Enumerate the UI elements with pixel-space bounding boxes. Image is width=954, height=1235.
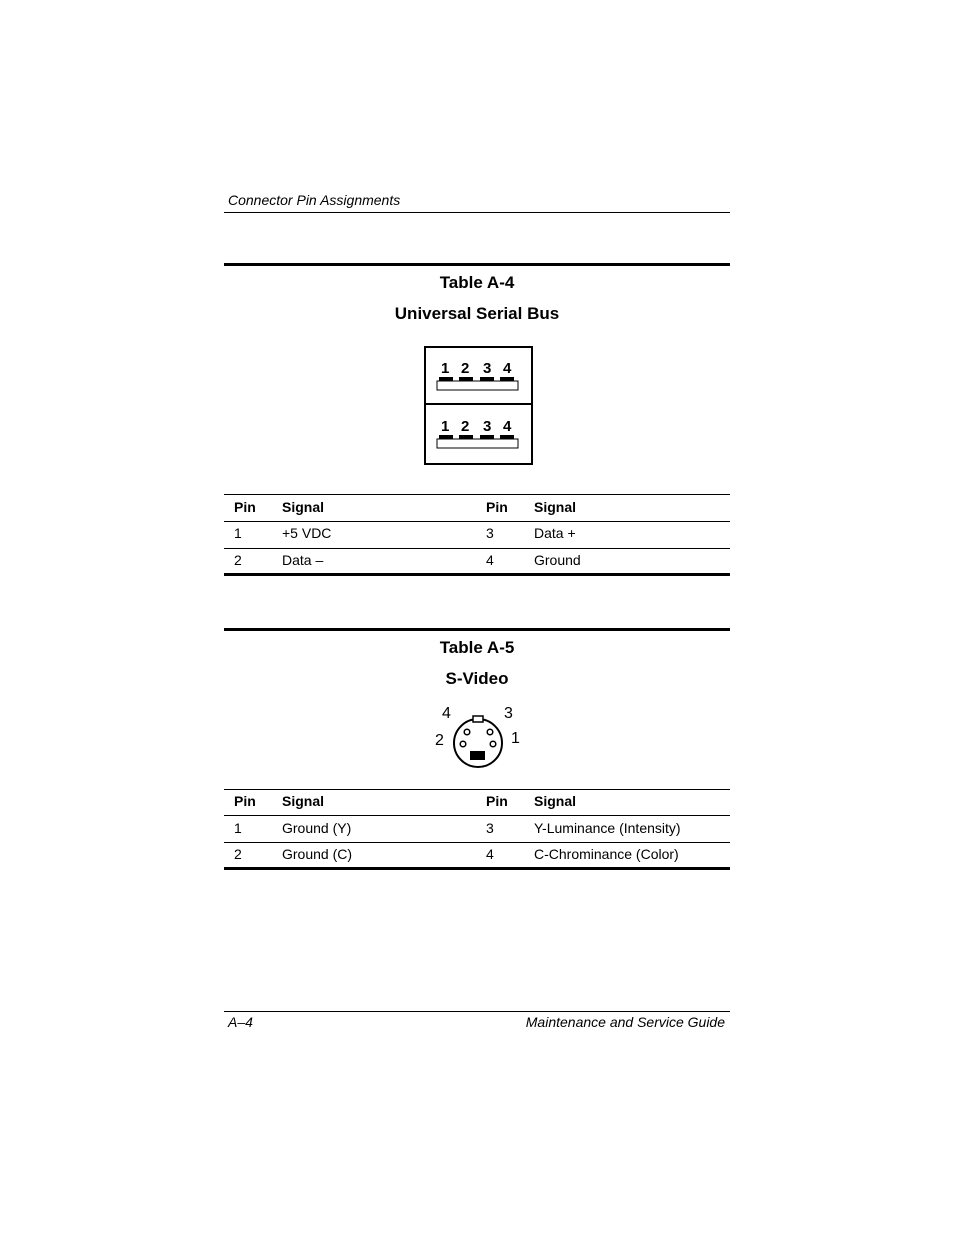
- table-a4-cell: Ground: [534, 552, 581, 568]
- table-a4-bottom-rule: [224, 573, 730, 576]
- table-a4-col-pin: Pin: [234, 499, 256, 515]
- page-number: A–4: [228, 1014, 253, 1030]
- table-a5-cell: Y-Luminance (Intensity): [534, 820, 681, 836]
- table-a5-header-top-rule: [224, 789, 730, 790]
- guide-title: Maintenance and Service Guide: [525, 1014, 725, 1030]
- footer-rule: [224, 1011, 730, 1012]
- table-a4-cell: +5 VDC: [282, 525, 332, 541]
- table-a4-header-top-rule: [224, 494, 730, 495]
- table-a4-label: Table A-4: [439, 273, 515, 292]
- table-a5-header-bottom-rule: [224, 815, 730, 816]
- svideo-pin-label: 3: [504, 705, 513, 722]
- table-a4-col-signal: Signal: [282, 499, 325, 515]
- header-rule: [224, 212, 730, 213]
- usb-connector-diagram: [424, 346, 533, 465]
- table-a4-cell: 1: [234, 525, 242, 541]
- usb-lower-pin-label: 4: [503, 418, 512, 435]
- running-header: Connector Pin Assignments: [228, 192, 401, 208]
- table-a5-label: Table A-5: [439, 638, 515, 657]
- table-a4-title: Universal Serial Bus: [394, 304, 560, 323]
- table-a5-cell: C-Chrominance (Color): [534, 846, 679, 862]
- table-a5-cell: 1: [234, 820, 242, 836]
- table-a4-header-bottom-rule: [224, 521, 730, 522]
- table-a5-top-rule: [224, 628, 730, 631]
- table-a5-cell: 4: [486, 846, 494, 862]
- table-a4-col-signal: Signal: [534, 499, 577, 515]
- svideo-pin-label: 2: [435, 732, 444, 749]
- table-a5-cell: Ground (C): [282, 846, 353, 862]
- table-a5-col-pin: Pin: [486, 793, 508, 809]
- usb-upper-pin-label: 2: [461, 360, 470, 377]
- usb-upper-pin-label: 1: [441, 360, 450, 377]
- usb-lower-pin-label: 2: [461, 418, 470, 435]
- table-a5-bottom-rule: [224, 867, 730, 870]
- table-a5-title: S-Video: [445, 669, 509, 688]
- table-a4-cell: Data –: [282, 552, 324, 568]
- table-a4-cell: Data +: [534, 525, 576, 541]
- table-a4-col-pin: Pin: [486, 499, 508, 515]
- table-a4-cell: 3: [486, 525, 494, 541]
- table-a5-cell: 3: [486, 820, 494, 836]
- table-a5-cell: 2: [234, 846, 242, 862]
- usb-upper-pin-label: 3: [483, 360, 492, 377]
- table-a4-top-rule: [224, 263, 730, 266]
- table-a5-col-pin: Pin: [234, 793, 256, 809]
- table-a5-col-signal: Signal: [534, 793, 577, 809]
- table-a5-cell: Ground (Y): [282, 820, 352, 836]
- table-a4-cell: 2: [234, 552, 242, 568]
- usb-lower-pin-label: 3: [483, 418, 492, 435]
- table-a4-cell: 4: [486, 552, 494, 568]
- usb-lower-pin-label: 1: [441, 418, 450, 435]
- svideo-connector-diagram: [430, 703, 525, 773]
- svideo-pin-label: 4: [442, 705, 451, 722]
- table-a5-col-signal: Signal: [282, 793, 325, 809]
- table-a5-row-rule: [224, 842, 730, 843]
- usb-upper-pin-label: 4: [503, 360, 512, 377]
- table-a4-row-rule: [224, 548, 730, 549]
- svideo-pin-label: 1: [511, 730, 520, 747]
